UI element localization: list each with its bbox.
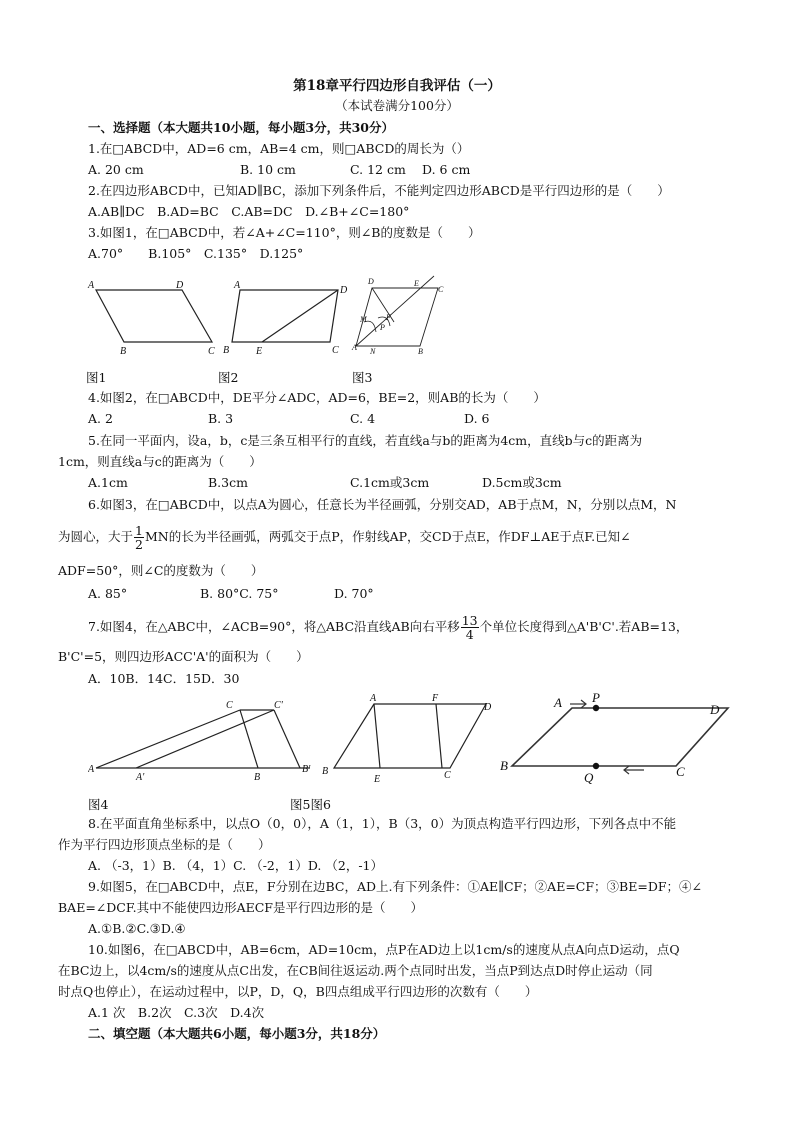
fig5-label-f: F <box>432 693 439 704</box>
fig6-parallelogram <box>512 708 728 766</box>
q5-option-a: A.1cm <box>88 475 128 490</box>
fig5-label-b: B <box>322 766 329 777</box>
fig5-label-c: C <box>444 770 451 781</box>
q6-fraction-denominator: 2 <box>135 537 143 552</box>
fig1-label-b: B <box>120 346 127 356</box>
fig2-label-d: D <box>340 285 348 296</box>
fig2-parallelogram <box>232 290 338 342</box>
q6-text-after-fraction: MN的长为半径画弧，两弧交于点P，作射线AP，交CD于点E，作DF⊥AE于点F.已知∠ <box>144 529 631 544</box>
figure-1-caption: 图1 <box>86 370 107 385</box>
question-8-line-2: 作为平行四边形顶点坐标的是（ ） <box>58 837 271 852</box>
fig6-label-a: A <box>554 695 562 710</box>
figure-5-6-caption: 图5图6 <box>290 797 331 812</box>
question-5-line-2: 1cm，则直线a与c的距离为（ ） <box>58 454 262 469</box>
fig3-label-m: M <box>360 315 367 324</box>
question-6-line-1: 6.如图3，在□ABCD中，以点A为圆心，任意长为半径画弧，分别交AD，AB于点M，N，分别以点M，N <box>88 497 677 512</box>
q1-option-b: B. 10 cm <box>240 162 296 177</box>
figure-2-caption: 图2 <box>218 370 239 385</box>
fig1-label-c: C <box>208 346 215 356</box>
q7-fraction-numerator: 13 <box>461 613 478 628</box>
q7-options: A．10B．14C．15D．30 <box>88 671 240 686</box>
figure-3 <box>348 274 448 360</box>
fig5-segment-ae <box>374 704 380 768</box>
fig4-label-a: A <box>88 764 95 775</box>
question-7-line-2: B'C'=5，则四边形ACC'A'的面积为（ ） <box>58 649 309 664</box>
fig6-label-c: C <box>676 764 685 779</box>
question-9-line-2: BAE=∠DCF.其中不能使四边形AECF是平行四边形的是（ ） <box>58 900 423 915</box>
q10-options: A.1 次 B.2次 C.3次 D.4次 <box>88 1005 265 1020</box>
fig2-label-c: C <box>332 345 339 356</box>
figure-1 <box>86 276 222 356</box>
fig2-label-b: B <box>223 345 230 356</box>
fig3-label-f: F <box>386 313 391 322</box>
q6-text-before-fraction: 为圆心，大于 <box>58 529 134 544</box>
fig5-label-e: E <box>374 774 381 785</box>
figure-3-caption: 图3 <box>352 370 373 385</box>
question-1-stem: 1.在□ABCD中，AD=6 cm，AB=4 cm，则□ABCD的周长为（） <box>88 141 470 156</box>
q6-fraction-numerator: 1 <box>135 523 143 538</box>
question-10-line-3: 时点Q也停止），在运动过程中，以P，D，Q，B四点组成平行四边形的次数有（ ） <box>58 984 538 999</box>
q5-option-d: D.5cm或3cm <box>482 475 562 490</box>
fig3-label-n: N <box>370 347 376 356</box>
q2-options: A.AB∥DC B.AD=BC C.AB=DC D.∠B+∠C=180° <box>88 204 410 219</box>
fig6-label-d: D <box>710 702 720 717</box>
q1-option-a: A. 20 cm <box>88 162 144 177</box>
question-5-line-1: 5.在同一平面内，设a，b，c是三条互相平行的直线，若直线a与b的距离为4cm，直线b与c的距离为 <box>88 433 643 448</box>
fig4-segment-a-prime-c-prime <box>136 710 274 768</box>
q6-option-bc: B. 80°C. 75° <box>200 586 279 601</box>
fig6-point-p <box>593 705 599 711</box>
fig1-label-a: A <box>88 280 95 291</box>
fig2-label-e: E <box>256 346 263 356</box>
fig3-label-c: C <box>438 285 444 294</box>
q6-option-d: D. 70° <box>334 586 374 601</box>
fig4-segment-ac <box>96 710 240 768</box>
q5-option-c: C.1cm或3cm <box>350 475 430 490</box>
fig2-segment-de <box>262 290 338 342</box>
fig3-ray-ap <box>356 276 434 346</box>
fig5-parallelogram <box>334 704 486 768</box>
fig5-segment-fc <box>436 704 442 768</box>
q7-fraction <box>461 614 479 641</box>
question-6-line-3: ADF=50°，则∠C的度数为（ ） <box>58 563 264 578</box>
page-title: 第18章平行四边形自我评估（一） <box>293 78 501 94</box>
fig3-label-p: P <box>380 323 385 332</box>
fig5-label-d: D <box>484 702 492 713</box>
fig5-label-a: A <box>370 693 377 704</box>
question-6-line-2 <box>58 520 631 554</box>
fig6-point-q <box>593 763 599 769</box>
q6-fraction <box>134 524 144 551</box>
q8-options: A. （-3，1）B. （4，1）C. （-2，1）D. （2，-1） <box>88 858 383 873</box>
question-7-line-1 <box>88 610 688 644</box>
q9-options: A.①B.②C.③D.④ <box>88 921 186 936</box>
section-heading-fill-blank: 二、填空题（本大题共6小题，每小题3分，共18分） <box>88 1026 386 1041</box>
fig4-label-b: B <box>254 772 261 783</box>
q4-option-c: C. 4 <box>350 411 376 426</box>
question-4-stem: 4.如图2，在□ABCD中，DE平分∠ADC，AD=6，BE=2，则AB的长为（ ） <box>88 390 546 405</box>
q1-option-d: D. 6 cm <box>422 162 471 177</box>
fig6-label-q: Q <box>584 770 594 785</box>
question-9-line-1: 9.如图5，在□ABCD中，点E，F分别在边BC，AD上.有下列条件：①AE∥CF；②AE=CF；③BE=DF；④∠ <box>88 879 703 894</box>
q6-option-a: A. 85° <box>88 586 128 601</box>
question-8-line-1: 8.在平面直角坐标系中，以点O（0，0），A（1，1），B（3，0）为顶点构造平行四边形，下列各点中不能 <box>88 816 677 831</box>
q4-option-d: D. 6 <box>464 411 490 426</box>
fig4-segment-c-prime-b-prime <box>274 710 300 768</box>
question-2-stem: 2.在四边形ABCD中，已知AD∥BC，添加下列条件后，不能判定四边形ABCD是平行四边形的是（ ） <box>88 183 670 198</box>
figure-6 <box>496 688 750 788</box>
fig4-label-b-prime: B' <box>302 764 311 775</box>
q5-option-b: B.3cm <box>208 475 248 490</box>
figure-4-caption: 图4 <box>88 797 109 812</box>
q7-text-after-fraction: 个单位长度得到△A'B'C'.若AB=13， <box>479 619 689 634</box>
page-subtitle: （本试卷满分100分） <box>335 98 459 113</box>
fig3-label-e: E <box>414 279 419 288</box>
fig3-label-a: A <box>352 343 357 352</box>
fig6-label-b: B <box>500 758 508 773</box>
fig3-parallelogram <box>356 288 438 346</box>
q3-options: A.70° B.105° C.135° D.125° <box>88 246 304 261</box>
fig1-label-d: D <box>176 280 184 291</box>
q4-option-b: B. 3 <box>208 411 234 426</box>
fig4-label-a-prime: A' <box>136 772 145 783</box>
fig2-label-a: A <box>234 280 241 291</box>
question-10-line-2: 在BC边上，以4cm/s的速度从点C出发，在CB间往返运动.两个点同时出发，当点P到达点D时停止运动（同 <box>58 963 653 978</box>
figure-2 <box>222 276 358 356</box>
fig1-parallelogram <box>96 290 212 342</box>
fig4-segment-cb <box>240 710 258 768</box>
question-3-stem: 3.如图1，在□ABCD中，若∠A+∠C=110°，则∠B的度数是（ ） <box>88 225 481 240</box>
q1-option-c: C. 12 cm <box>350 162 406 177</box>
question-10-line-1: 10.如图6，在□ABCD中，AB=6cm，AD=10cm，点P在AD边上以1cm/s的速度从点A向点D运动，点Q <box>88 942 680 957</box>
fig3-label-d: D <box>368 277 374 286</box>
fig3-label-b: B <box>418 347 423 356</box>
q7-fraction-denominator: 4 <box>465 627 474 642</box>
fig4-label-c: C <box>226 700 233 711</box>
fig6-label-p: P <box>592 690 600 705</box>
fig4-label-c-prime: C' <box>274 700 283 711</box>
figure-5 <box>318 690 498 786</box>
q4-option-a: A. 2 <box>88 411 113 426</box>
q7-text-before-fraction: 7.如图4，在△ABC中，∠ACB=90°，将△ABC沿直线AB向右平移 <box>88 619 460 634</box>
figure-4 <box>88 696 320 784</box>
section-heading-choice: 一、选择题（本大题共10小题，每小题3分，共30分） <box>88 120 394 135</box>
